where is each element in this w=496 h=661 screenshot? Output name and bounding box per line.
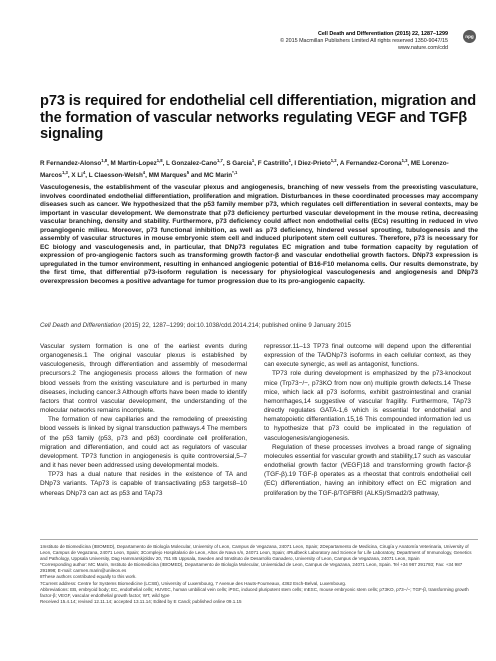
journal-name: Cell Death and Differentiation (2015) 22, 1287–1299 xyxy=(317,31,448,37)
body-paragraph: The formation of new capillaries and the remodeling of preexisting blood vessels is linked by signal transduction pathways.4 The members of the p53 family (p53, p73 and p63) coordinate cell proliferation, migration and differentiation, and could act as regulators of vascular development. TP73 function in angiogenesis is quite controversial,5–7 and it has never been addressed using developmental models. xyxy=(40,416,247,470)
citation xyxy=(40,322,478,330)
affiliations: 1Instituto de Biomedicina (IBIOMED), Departamento de Biología Molecular, University of Leon, Campus de Vegazana, 24071 Leon, Spain; 2Departamento de Medicina, Cirugía y Anatomía Veterinaria, University of Leon, Campus de Vegazana, 24071 Leon, Spain; 3Complejo Hospitalario de Leon, Altos de Nava s/n, 24071 Leon, Spain; 4Rudbeck Laboratory and Science for Life Laboratory, Department of Immunology, Genetics and Pathology, Uppsala University, Dag Hammarskjöldsv 20, 751 85 Uppsala, Sweden and 5Instituto de Desarrollo Ganadero, University of Leon, Campus de Vegazana, 24071 Leon, Spain xyxy=(40,544,472,562)
body-paragraph: TP73 has a dual nature that resides in the existence of TA and DNp73 variants. TAp73 is capable of transactivating p53 targets8–10 whereas DNp73 can act as p53 and TAp73 xyxy=(40,471,247,497)
footnote-divider xyxy=(40,539,478,540)
npg-logo: npg xyxy=(463,30,476,43)
journal-url[interactable]: www.nature.com/cdd xyxy=(397,45,448,52)
body-paragraph: Regulation of these processes involves a broad range of signaling molecules essential for vascular growth and stability,17 such as vascular endothelial growth factor (VEGF)18 and transforming growth factor-β (TGF-β).19 TGF-β operates as a rheostat that controls endothelial cell (EC) differentiation, having an inhibitory effect on EC migration and proliferation by the TGF-β/TGFBRI (ALK5)/Smad2/3 pathway, xyxy=(264,443,471,497)
journal-header xyxy=(280,31,448,53)
body-right-column xyxy=(264,342,471,498)
copyright-line: © 2015 Macmillan Publishers Limited All rights reserved 1350-9047/15 xyxy=(280,38,448,45)
article-title: p73 is required for endothelial cell differentiation, migration and the formation of vascular networks regulating VEGF and TGFβ signaling xyxy=(40,93,477,143)
corresponding-author: *Corresponding author: MC Marin, Instituto de Biomedicina (IBIOMED), Departamento de Biología Molecular, Universidad de Leon, Campus de Vegazana, 24071 Leon, Spain. Tel +34 987 291793; Fax: +34 987 291998; E-mail: carmen.marin@unileon.es xyxy=(40,562,463,574)
body-paragraph: repressor.11–13 TP73 final outcome will depend upon the differential expression of the TA/DNp73 isoforms in each cellular context, as they can execute synergic, as well as antagonist, functions. xyxy=(264,343,471,369)
body-left-column xyxy=(40,342,247,498)
citation-journal: Cell Death and Differentiation xyxy=(40,322,121,329)
received-dates: Received 15.4.14; revised 12.11.14; accepted 13.11.14; Edited by E Candi; published online 09.1.15 xyxy=(40,598,242,604)
footnotes xyxy=(40,544,478,605)
current-address-note: 7Current address: Centre for Systems Biomedicine (LCSB), University of Luxembourg, 7 Avenue des Hauts-Fourneaux, 4362 Esch-Belval, Luxembourg. xyxy=(40,580,347,586)
abbreviations: Abbreviations: EB, embryoid body; EC, endothelial cells; HUVEC, human umbilical vein cells; iPSC, induced pluripotent stem cells; mESC, mouse embryonic stem cells; p73KO, p73−/−; TGF-β, transforming growth factor-β; VEGF, vascular endothelial growth factor; WT, wild type xyxy=(40,586,469,598)
citation-details: (2015) 22, 1287–1299; doi:10.1038/cdd.2014.214; published online 9 January 2015 xyxy=(120,322,351,329)
body-paragraph: TP73 role during development is emphasized by the p73-knockout mice (Trp73−/−, p73KO from now on) multiple growth defects.14 These mice, which lack all p73 isoforms, exhibit gastrointestinal and cranial hemorrhages,14 suggestive of vascular fragility. Furthermore, TAp73 directly regulates GATA-1,6 which is essential for endothelial and hematopoietic differentiation.15,16 This compounded information led us to hypothesize that p73 could be implicated in the regulation of vasculogenesis/angiogenesis. xyxy=(264,370,471,442)
author-list: R Fernandez-Alonso$^{1,8}$, M Martin-Lopez$^{1,8}$, L Gonzalez-Cano$^{1,7}$, S Garcia$^1$, F Castrillo$^1$, I Diez-Prieto$^{1,2}$, A Fernandez-Corona$^{1,3}$, ME Lorenzo-Marcos$^{1,3}$, X Li$^4$, L Claesson-Welsh$^4$, MM Marques$^5$ and MC Marin$^{*,1}$ xyxy=(40,158,449,180)
abstract: Vasculogenesis, the establishment of the vascular plexus and angiogenesis, branching of new vessels from the preexisting vasculature, involves coordinated endothelial differentiation, proliferation and migration. Disturbances in these coordinated processes may accompany diseases such as cancer. We hypothesized that the p53 family member p73, which regulates cell differentiation in several contexts, may be important in vascular development. We demonstrate that p73 deficiency perturbed vascular development in the mouse retina, decreasing vascular branching, density and stability. Furthermore, p73 deficiency could affect non endothelial cells (ECs) resulting in reduced in vivo proangiogenic milieu. Moreover, p73 functional inhibition, as well as p73 deficiency, hindered vessel sprouting, tubulogenesis and the assembly of vascular structures in mouse embryonic stem cell and induced pluripotent stem cell cultures. Therefore, p73 is necessary for EC biology and vasculogenesis and, in particular, that DNp73 regulates EC migration and tube formation capacity by regulation of expression of pro-angiogenic factors such as transforming growth factor-β and vascular endothelial growth factors. DNp73 expression is upregulated in the tumor environment, resulting in enhanced angiogenic potential of B16-F10 melanoma cells. Our results demonstrate, by the first time, that differential p73-isoform regulation is necessary for physiological vasculogenesis and angiogenesis and DNp73 overexpression becomes a positive advantage for tumor progression due to its pro-angiogenic capacity. xyxy=(40,184,478,286)
body-paragraph: Vascular system formation is one of the earliest events during organogenesis.1 The original vascular plexus is established by vasculogenesis, through differentiation and assembly of mesodermal precursors.2 The angiogenesis process allows the formation of new blood vessels from the existing vasculature and is perturbed in many diseases, including cancer.3 Although efforts have been made to identify factors that control vascular development, the understanding of the molecular networks remains incomplete. xyxy=(40,343,247,415)
equal-contribution-note: 8These authors contributed equally to this work. xyxy=(40,574,137,580)
